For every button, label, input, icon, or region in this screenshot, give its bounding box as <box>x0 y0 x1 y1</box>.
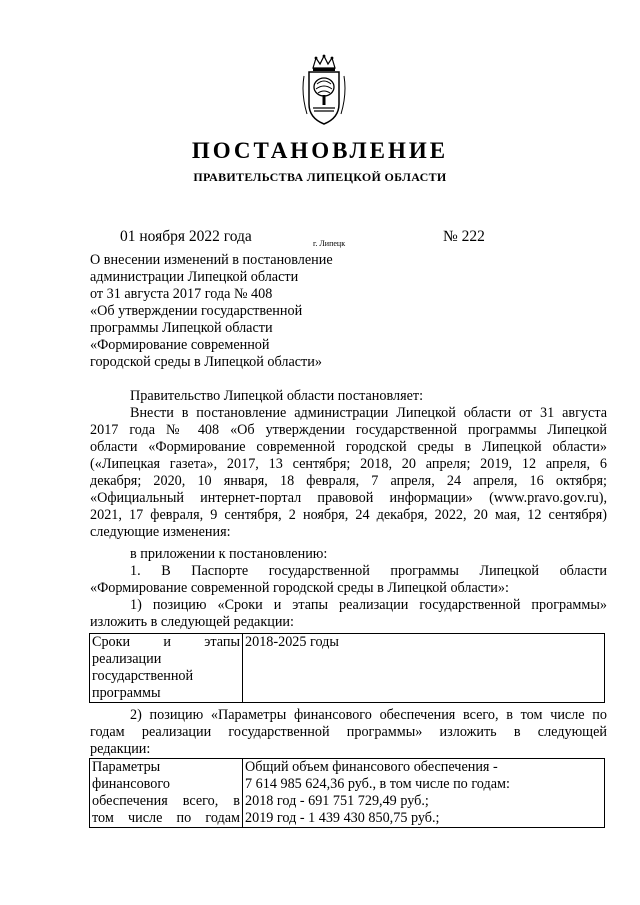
appendix-line: в приложении к постановлению: <box>130 546 328 562</box>
subject-line: администрации Липецкой области <box>90 269 299 285</box>
value-line: 7 614 985 624,36 руб., в том числе по годам: <box>245 776 510 792</box>
amend-line: («Липецкая газета», 2017, 13 сентября; 2018, 20 апреля; 2019, 12 апреля, 6 <box>90 456 607 472</box>
label-line: государственной <box>92 668 194 684</box>
label-line: том числе по годам <box>92 810 240 826</box>
subject-line: О внесении изменений в постановление <box>90 252 333 268</box>
subject-line: от 31 августа 2017 года № 408 <box>90 286 273 302</box>
table-value-cell <box>243 759 605 828</box>
label-line: программы <box>92 685 161 701</box>
amend-line: 2021, 17 февраля, 9 сентября, 2 ноября, 24 декабря, 2022, 20 мая, 12 сентября) <box>90 507 607 523</box>
label-line: Параметры <box>92 759 161 775</box>
sub1-line: 1) позицию «Сроки и этапы реализации государственной программы» <box>130 597 607 613</box>
value-line: Общий объем финансового обеспечения - <box>245 759 498 775</box>
amend-line: области «Формирование современной городской среды в Липецкой области» <box>90 439 607 455</box>
label-line: реализации <box>92 651 162 667</box>
subject-line: программы Липецкой области <box>90 320 273 336</box>
label-line: финансового <box>92 776 170 792</box>
subject-line: «Об утверждении государственной <box>90 303 303 319</box>
table-value-cell <box>243 634 605 703</box>
document-number: № 222 <box>443 228 485 245</box>
amendment-paragraph <box>90 405 607 541</box>
item1-line: «Формирование современной городской среды в Липецкой области»: <box>90 580 509 596</box>
document-title: ПОСТАНОВЛЕНИЕ <box>191 138 449 163</box>
subject-line: городской среды в Липецкой области» <box>90 354 322 370</box>
document-date: 01 ноября 2022 года <box>120 228 252 245</box>
document-subject <box>90 252 365 371</box>
amend-line: декабря; 2020, 10 января, 18 февраля, 7 апреля, 24 апреля, 16 октября; <box>90 473 607 489</box>
value-line: 2018 год - 691 751 729,49 руб.; <box>245 793 429 809</box>
body-intro <box>90 388 607 405</box>
sub2-line: 2) позицию «Параметры финансового обеспечения всего, в том числе по <box>130 707 607 723</box>
value-line: 2018-2025 годы <box>245 634 339 650</box>
subject-line: «Формирование современной <box>90 337 270 353</box>
table-row <box>90 759 605 828</box>
amend-line: следующие изменения: <box>90 524 231 540</box>
sub2-line: редакции: <box>90 741 151 757</box>
appendix-paragraph <box>90 546 607 631</box>
item1-line: 1. В Паспорте государственной программы Липецкой области <box>130 563 607 579</box>
document-place: г. Липецк <box>313 239 346 248</box>
sub2-paragraph <box>90 707 607 758</box>
label-line: обеспечения всего, в <box>92 793 240 809</box>
sub2-line: годам реализации государственной программы» изложить в следующей <box>90 724 607 740</box>
amend-line: «Официальный интернет-портал правовой информации» (www.pravo.gov.ru), <box>90 490 607 506</box>
value-line: 2019 год - 1 439 430 850,75 руб.; <box>245 810 440 826</box>
intro-line: Правительство Липецкой области постановляет: <box>130 388 424 404</box>
sub1-line: изложить в следующей редакции: <box>90 614 294 630</box>
table-label-cell <box>90 759 243 828</box>
amend-line: 2017 года № 408 «Об утверждении государственной программы Липецкой <box>90 422 607 438</box>
amend-line: Внести в постановление администрации Липецкой области от 31 августа <box>130 405 607 421</box>
label-line: Сроки и этапы <box>92 634 240 650</box>
table-terms-stages <box>89 633 605 703</box>
coat-of-arms-icon <box>301 54 347 126</box>
issuer-subtitle: ПРАВИТЕЛЬСТВА ЛИПЕЦКОЙ ОБЛАСТИ <box>193 170 447 184</box>
table-financing <box>89 758 605 828</box>
table-label-cell <box>90 634 243 703</box>
table-row <box>90 634 605 703</box>
